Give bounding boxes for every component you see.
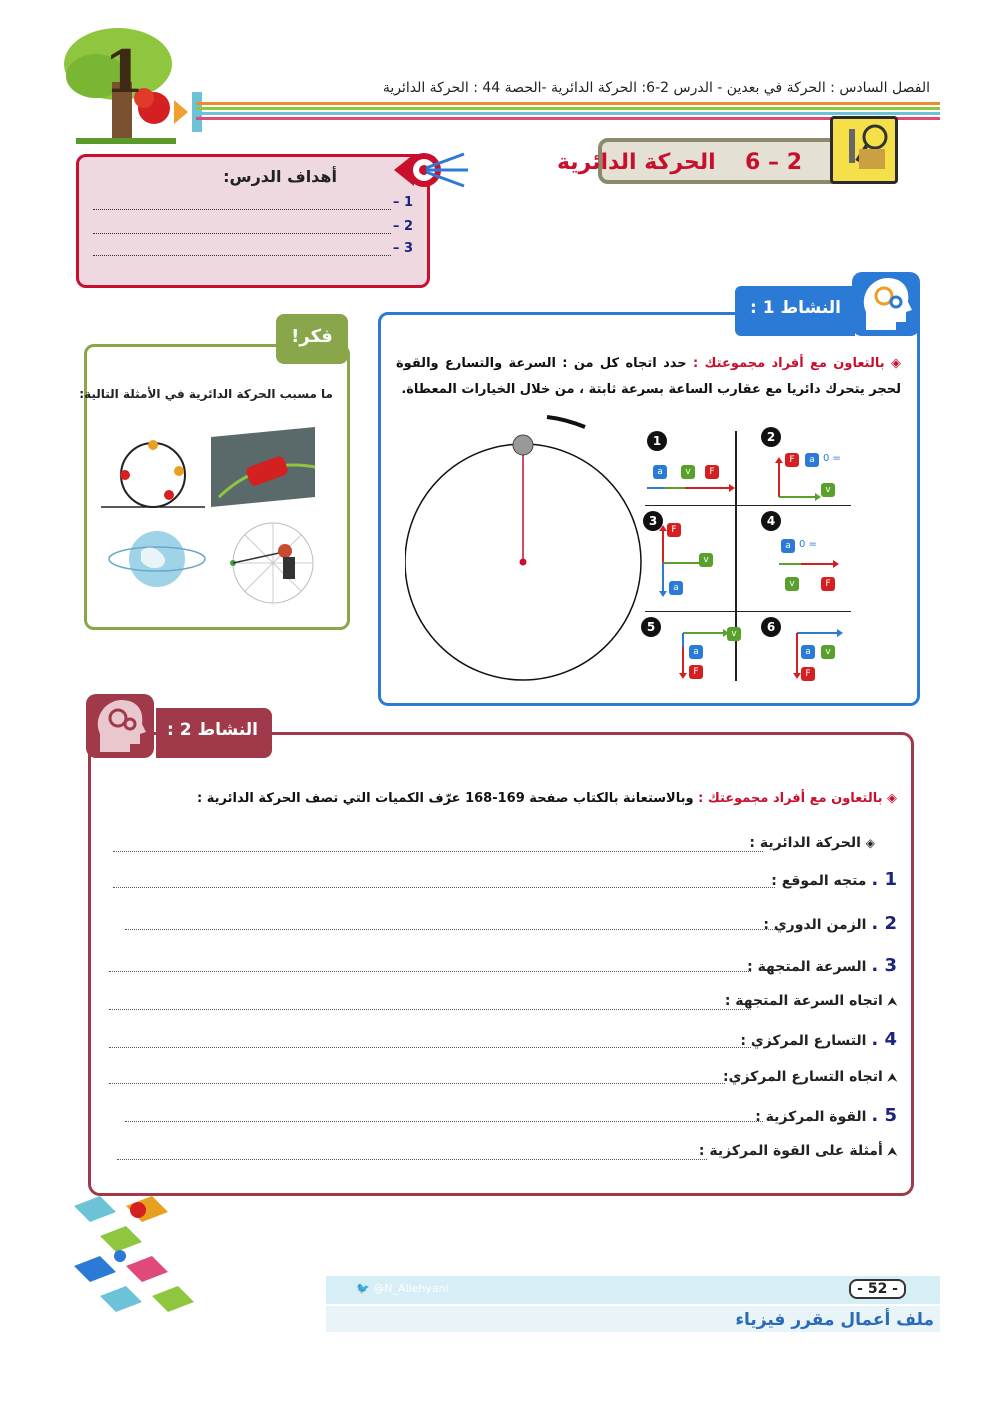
label-F: F: [785, 453, 799, 467]
option-1-number[interactable]: 1: [647, 431, 667, 451]
objective-line[interactable]: [93, 209, 391, 210]
header-stripe-orange: [196, 102, 940, 105]
answer-line[interactable]: [125, 1121, 763, 1122]
objectives-box: [76, 154, 430, 288]
intro-item-label: الحركة الدائرية :: [749, 835, 861, 851]
rotation-arrow: [547, 417, 585, 427]
activity2-tab-label: النشاط 2 :: [167, 720, 258, 740]
row-label: القوة المركزية :: [755, 1109, 867, 1125]
label-a: a: [781, 539, 795, 553]
row-label: اتجاه السرعة المتجهة :: [724, 993, 883, 1009]
lesson-number: 2 – 6: [745, 150, 802, 175]
option-5-number[interactable]: 5: [641, 617, 661, 637]
activity2-instruction: ◈ بالتعاون مع أفراد مجموعتك : وبالاستعانة بالكتاب صفحة 169-168 عرّف الكميات التي تصف الحركة الدائرية :: [197, 791, 897, 806]
car-on-curve-icon: [211, 427, 315, 507]
objective-line[interactable]: [93, 255, 391, 256]
header-stripe-green: [196, 107, 940, 110]
label-a: a: [689, 645, 703, 659]
hammer-throw-icon: [230, 523, 313, 603]
def-row-5: [755, 1105, 897, 1126]
def-row-2: [763, 913, 897, 934]
activity1-body: حدد اتجاه كل من : السرعة والتسارع والقوة لحجر يتحرك دائريا مع عقارب الساعة بسرعة ثابتة ، من خلال الخيارات المعطاة.: [396, 356, 901, 397]
label-F: F: [689, 665, 703, 679]
header-stripe-cyan: [196, 112, 940, 115]
row-label: التسارع المركزي :: [740, 1033, 867, 1049]
activity2-body: وبالاستعانة بالكتاب صفحة 169-168 عرّف الكميات التي تصف الحركة الدائرية :: [197, 791, 694, 806]
row-label: السرعة المتجهة :: [747, 959, 867, 975]
head-gears-icon: [86, 694, 154, 758]
answer-line[interactable]: [109, 1083, 725, 1084]
objectives-heading: أهداف الدرس:: [223, 167, 337, 186]
magnifier-tools-icon: [830, 116, 898, 184]
options-grid: [625, 430, 841, 681]
activity1-tab-label: النشاط 1 :: [750, 298, 841, 318]
label-v: v: [785, 577, 799, 591]
answer-line[interactable]: [113, 887, 775, 888]
answer-line[interactable]: [109, 1047, 751, 1048]
label-F: F: [667, 523, 681, 537]
logo: [56, 22, 206, 146]
zero-label: = 0: [799, 539, 817, 550]
footer-icons: [60, 1196, 200, 1346]
label-v: v: [821, 645, 835, 659]
activity2-lead: بالتعاون مع أفراد مجموعتك :: [698, 791, 883, 806]
answer-line[interactable]: [117, 1159, 707, 1160]
footer-title: ملف أعمال مقرر فيزياء: [735, 1310, 934, 1330]
row-number: 3 .: [871, 955, 897, 976]
zero-label: = 0: [823, 453, 841, 464]
objective-2: 2 –: [392, 219, 413, 234]
row-label: متجه الموقع :: [771, 873, 867, 889]
option-6-number[interactable]: 6: [761, 617, 781, 637]
option-3-number[interactable]: 3: [643, 511, 663, 531]
activity1-instruction: ◈ بالتعاون مع أفراد مجموعتك : حدد اتجاه كل من : السرعة والتسارع والقوة لحجر يتحرك دائريا مع عقارب الساعة بسرعة ثابتة ، من خلال الخيارات المعطاة.: [396, 356, 901, 397]
def-row-3: [747, 955, 897, 976]
label-a: a: [801, 645, 815, 659]
intro-item: ◈ الحركة الدائرية :: [749, 835, 875, 851]
label-v: v: [821, 483, 835, 497]
stone: [513, 435, 533, 455]
think-box: [79, 344, 350, 630]
twitter-icon: 🐦: [356, 1282, 370, 1295]
def-row-1: [771, 869, 897, 890]
label-v: v: [681, 465, 695, 479]
footer-band: [326, 1276, 940, 1304]
option-2-number[interactable]: 2: [761, 427, 781, 447]
think-question: ما مسبب الحركة الدائرية في الأمثلة التالية:: [79, 387, 333, 401]
label-a: a: [653, 465, 667, 479]
activity1-box: [378, 312, 920, 706]
breadcrumb: الفصل السادس : الحركة في بعدين - الدرس 2-6: الحركة الدائرية -الحصة 44 : الحركة الدائرية: [382, 80, 930, 96]
row-number: 4 .: [871, 1029, 897, 1050]
option-4-arrows[interactable]: [775, 555, 841, 573]
option-1-arrows[interactable]: [645, 481, 735, 495]
head-gears-icon: [852, 272, 920, 336]
def-row-4a: ⮝ اتجاه التسارع المركزي:: [723, 1069, 897, 1085]
def-row-5a: ⮝ أمثلة على القوة المركزية :: [698, 1143, 897, 1159]
label-v: v: [699, 553, 713, 567]
row-number: 2 .: [871, 913, 897, 934]
def-row-3a: ⮝ اتجاه السرعة المتجهة :: [724, 993, 897, 1009]
def-row-4: [740, 1029, 897, 1050]
answer-line[interactable]: [113, 851, 763, 852]
answer-line[interactable]: [109, 971, 751, 972]
label-F: F: [821, 577, 835, 591]
objective-1: 1 –: [392, 195, 413, 210]
row-label: أمثلة على القوة المركزية :: [698, 1143, 883, 1159]
label-a: a: [669, 581, 683, 595]
earth-orbit-icon: [109, 531, 205, 587]
target-icon: [394, 148, 474, 192]
activity1-lead: بالتعاون مع أفراد مجموعتك :: [692, 356, 885, 371]
lesson-name: الحركة الدائرية: [556, 150, 716, 175]
label-F: F: [705, 465, 719, 479]
objective-3: 3 –: [392, 241, 413, 256]
twitter-handle-text: @N_Allehyani: [373, 1282, 449, 1295]
think-illustrations: [101, 427, 339, 607]
activity2-box: [88, 732, 914, 1196]
activity2-tab: [156, 708, 272, 758]
circular-path-diagram: [405, 415, 649, 683]
page-number: - 52 -: [849, 1279, 906, 1299]
row-number: 1 .: [871, 869, 897, 890]
header-stripe-pink: [196, 117, 940, 120]
think-tab: فكر!: [276, 314, 348, 364]
loop-ride-icon: [101, 440, 205, 507]
logo-number: 1: [104, 38, 145, 106]
row-label: اتجاه التسارع المركزي:: [723, 1069, 883, 1085]
answer-line[interactable]: [125, 929, 775, 930]
activity1-tab: [735, 286, 855, 336]
objective-line[interactable]: [93, 233, 391, 234]
twitter-handle: [356, 1282, 449, 1295]
answer-line[interactable]: [109, 1009, 751, 1010]
label-F: F: [801, 667, 815, 681]
row-number: 5 .: [871, 1105, 897, 1126]
option-4-number[interactable]: 4: [761, 511, 781, 531]
row-label: الزمن الدوري :: [763, 917, 867, 933]
lesson-title: [557, 150, 802, 175]
label-a: a: [805, 453, 819, 467]
label-v: v: [727, 627, 741, 641]
center-point: [520, 559, 527, 566]
